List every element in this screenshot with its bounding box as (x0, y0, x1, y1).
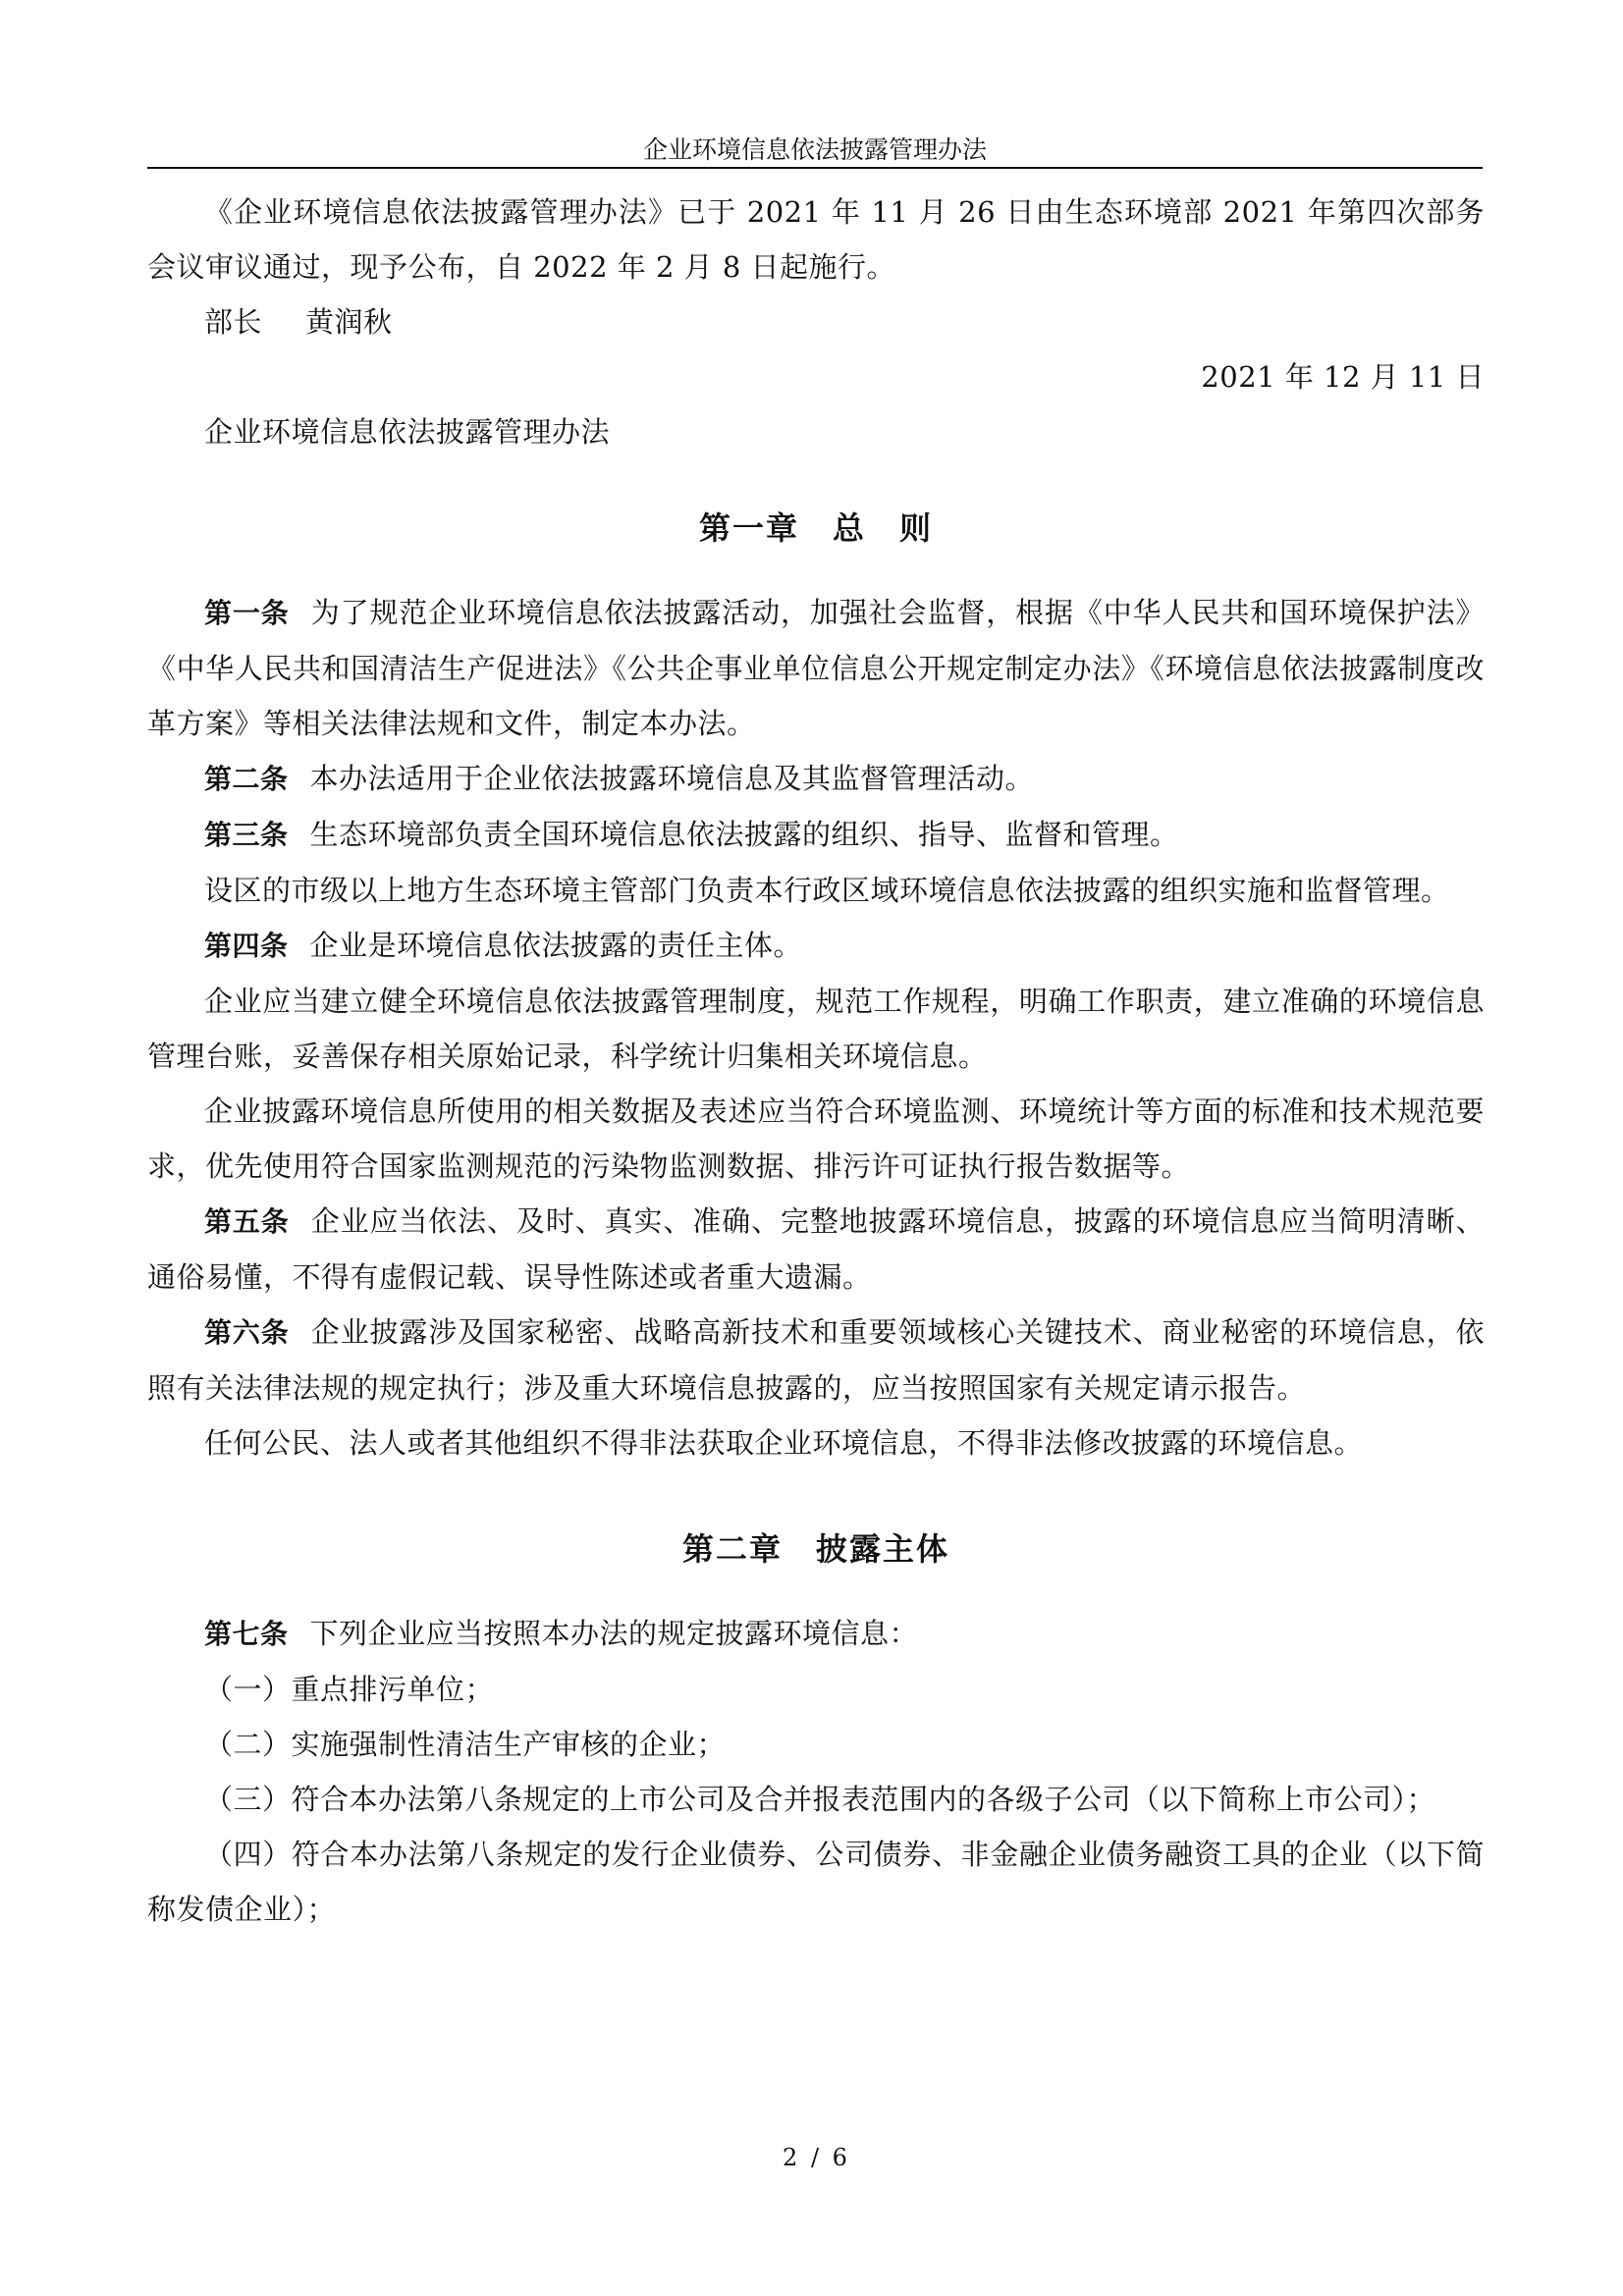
article-5 (147, 1194, 1485, 1305)
article-4 (147, 918, 1485, 974)
list-item: （二）实施强制性清洁生产审核的企业； (204, 1728, 727, 1761)
document-body (147, 185, 1485, 1937)
article-label: 第二条 (204, 763, 289, 795)
running-header: 企业环境信息依法披露管理办法 (642, 135, 987, 164)
header-rule (147, 167, 1483, 169)
article-text: 企业披露涉及国家秘密、战略高新技术和重要领域核心关键技术、商业秘密的环境信息，依照有关法律法规的规定执行；涉及重大环境信息披露的，应当按照国家有关规定请示报告。 (147, 1315, 1485, 1405)
article-label: 第七条 (204, 1618, 289, 1650)
announcement-paragraph: 《企业环境信息依法披露管理办法》已于 2021 年 11 月 26 日由生态环境部 2021 年第四次部务会议审议通过，现予公布，自 2022 年 2 月 8 日起施行。 (147, 195, 1485, 284)
article-3-paragraph: 设区的市级以上地方生态环境主管部门负责本行政区域环境信息依法披露的组织实施和监督管理。 (204, 874, 1450, 907)
document-name: 企业环境信息依法披露管理办法 (204, 415, 611, 449)
article-1 (147, 585, 1485, 751)
article-label: 第三条 (204, 819, 289, 851)
article-text: 企业应当依法、及时、真实、准确、完整地披露环境信息，披露的环境信息应当简明清晰、通俗易懂，不得有虚假记载、误导性陈述或者重大遗漏。 (147, 1204, 1485, 1294)
page-number: 2 / 6 (783, 2144, 847, 2171)
article-6-paragraph: 任何公民、法人或者其他组织不得非法获取企业环境信息，不得非法修改披露的环境信息。 (204, 1426, 1364, 1460)
article-label: 第四条 (204, 930, 289, 962)
article-text: 下列企业应当按照本办法的规定披露环境信息： (309, 1617, 919, 1650)
issue-date: 2021 年 12 月 11 日 (1201, 360, 1485, 394)
article-text: 为了规范企业环境信息依法披露活动，加强社会监督，根据《中华人民共和国环境保护法》《中华人民共和国清洁生产促进法》《公共企事业单位信息公开规定制定办法》《环境信息依法披露制度改革方案》等相关法律法规和文件，制定本办法。 (147, 596, 1485, 740)
article-label: 第六条 (204, 1316, 290, 1349)
article-label: 第五条 (204, 1205, 290, 1238)
list-item: （三）符合本办法第八条规定的上市公司及合并报表范围内的各级子公司（以下简称上市公司）； (204, 1783, 1436, 1816)
article-text: 本办法适用于企业依法披露环境信息及其监督管理活动。 (309, 762, 1035, 795)
article-4-paragraph: 企业应当建立健全环境信息依法披露管理制度，规范工作规程，明确工作职责，建立准确的环境信息管理台账，妥善保存相关原始记录，科学统计归集相关环境信息。 (147, 985, 1485, 1073)
list-item: （四）符合本办法第八条规定的发行企业债券、公司债券、非金融企业债务融资工具的企业（以下简称发债企业）； (147, 1838, 1485, 1926)
signer-title: 部长 (204, 305, 263, 339)
article-text: 生态环境部负责全国环境信息依法披露的组织、指导、监督和管理。 (309, 818, 1179, 851)
article-6 (147, 1305, 1485, 1415)
signature-line (147, 294, 1485, 349)
list-item: （一）重点排污单位； (204, 1673, 495, 1706)
article-text: 企业是环境信息依法披露的责任主体。 (309, 929, 803, 962)
chapter-title: 第二章 披露主体 (681, 1530, 949, 1568)
article-label: 第一条 (204, 597, 290, 629)
article-3 (147, 807, 1485, 863)
signer-name: 黄润秋 (305, 305, 393, 339)
chapter-title: 第一章 总 则 (698, 509, 933, 547)
article-2 (147, 751, 1485, 807)
article-7 (147, 1606, 1485, 1662)
article-4-paragraph: 企业披露环境信息所使用的相关数据及表述应当符合环境监测、环境统计等方面的标准和技术规范要求，优先使用符合国家监测规范的污染物监测数据、排污许可证执行报告数据等。 (147, 1095, 1485, 1183)
